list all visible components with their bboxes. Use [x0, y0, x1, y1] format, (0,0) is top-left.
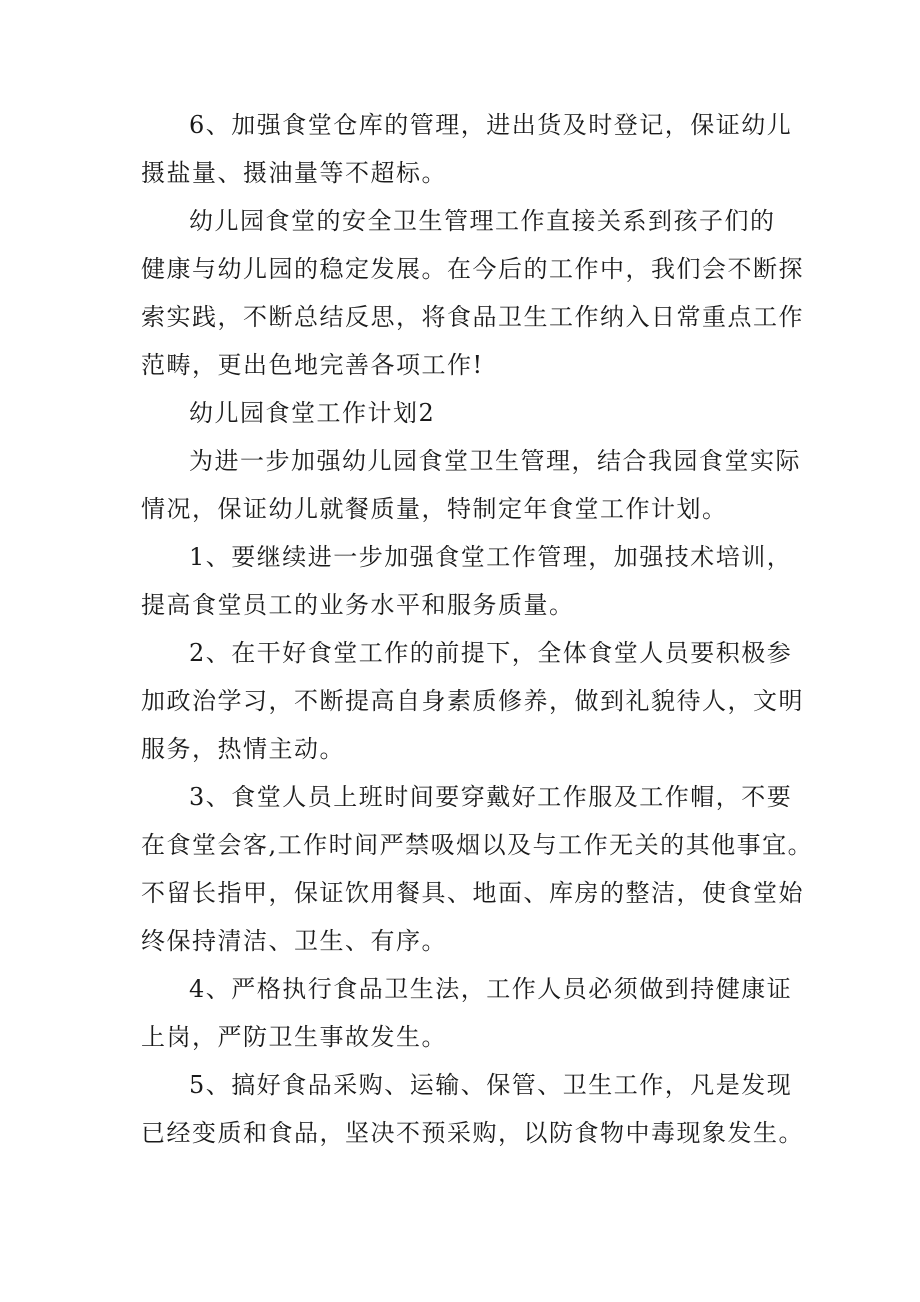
text-line: 加政治学习，不断提高自身素质修养，做到礼貌待人，文明 — [141, 687, 804, 715]
text-line: 终保持清洁、卫生、有序。 — [141, 927, 447, 955]
text-line: 6、加强食堂仓库的管理，进出货及时登记，保证幼儿 — [189, 111, 793, 139]
text-line: 幼儿园食堂工作计划2 — [189, 399, 436, 427]
text-line: 幼儿园食堂的安全卫生管理工作直接关系到孩子们的 — [189, 207, 776, 235]
paragraph-intro — [141, 437, 801, 533]
text-line: 1、要继续进一步加强食堂工作管理，加强技术培训， — [189, 543, 793, 571]
text-line: 已经变质和食品，坚决不预采购，以防食物中毒现象发生。 — [141, 1119, 804, 1147]
text-line: 上岗，严防卫生事故发生。 — [141, 1023, 447, 1051]
text-line: 3、食堂人员上班时间要穿戴好工作服及工作帽，不要 — [189, 783, 793, 811]
text-line: 在食堂会客,工作时间严禁吸烟以及与工作无关的其他事宜。 — [141, 831, 814, 859]
text-line: 服务，热情主动。 — [141, 735, 345, 763]
text-line: 范畴，更出色地完善各项工作! — [141, 351, 484, 379]
text-line: 健康与幼儿园的稳定发展。在今后的工作中，我们会不断探 — [141, 255, 804, 283]
section-heading — [141, 389, 781, 437]
text-line: 提高食堂员工的业务水平和服务质量。 — [141, 591, 575, 619]
text-line: 摄盐量、摄油量等不超标。 — [141, 159, 447, 187]
text-line: 2、在干好食堂工作的前提下，全体食堂人员要积极参 — [189, 639, 793, 667]
text-line: 5、搞好食品采购、运输、保管、卫生工作，凡是发现 — [189, 1071, 793, 1099]
paragraph-item-1 — [141, 533, 793, 629]
paragraph-item-6 — [141, 101, 793, 197]
document-body — [141, 101, 814, 1157]
paragraph-item-3 — [141, 773, 814, 965]
text-line: 索实践，不断总结反思，将食品卫生工作纳入日常重点工作 — [141, 303, 804, 331]
text-line: 情况，保证幼儿就餐质量，特制定年食堂工作计划。 — [141, 495, 728, 523]
paragraph-item-4 — [141, 965, 793, 1061]
paragraph-item-2 — [141, 629, 804, 773]
paragraph-summary — [141, 197, 804, 389]
text-line: 为进一步加强幼儿园食堂卫生管理，结合我园食堂实际 — [189, 447, 801, 475]
text-line: 不留长指甲，保证饮用餐具、地面、库房的整洁，使食堂始 — [141, 879, 804, 907]
text-line: 4、严格执行食品卫生法，工作人员必须做到持健康证 — [189, 975, 793, 1003]
paragraph-item-5 — [141, 1061, 804, 1157]
